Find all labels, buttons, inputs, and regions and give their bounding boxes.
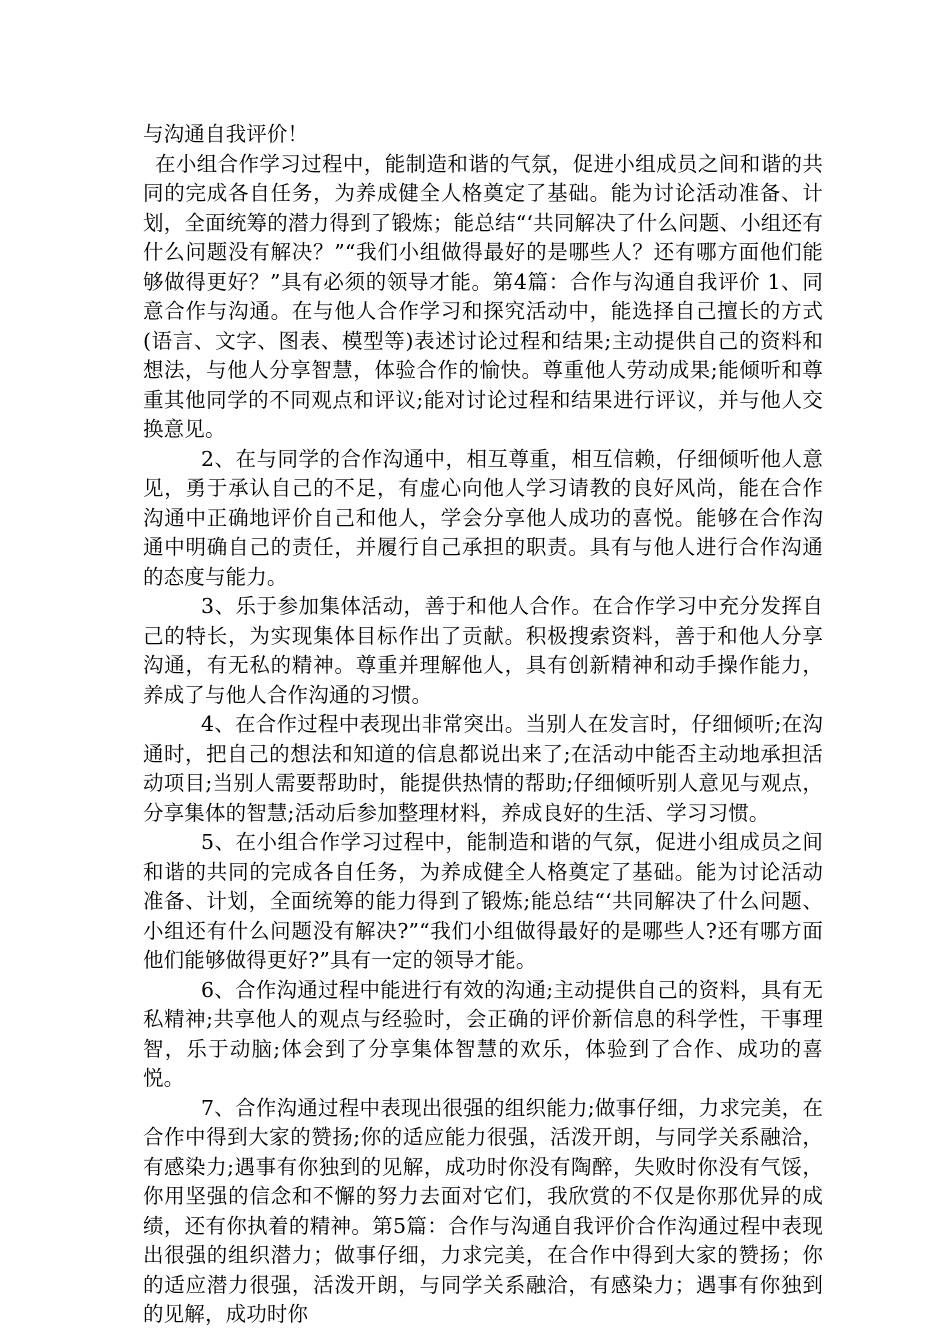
paragraph-1: 在小组合作学习过程中，能制造和谐的气氛，促进小组成员之间和谐的共同的完成各自任务，为养成健全人格奠定了基础。能为讨论活动准备、计划，全面统筹的潜力得到了锻炼；能总结“‘共同解决了什么问题、小组还有什么问题没有解决？”“我们小组做得最好的是哪些人？还有哪方面他们能够做得更好？”具有必须的领导才能。第4篇：合作与沟通自我评价 1、同意合作与沟通。在与他人合作学习和探究活动中，能选择自己擅长的方式(语言、文字、图表、模型等)表述讨论过程和结果;主动提供自己的资料和想法，与他人分享智慧，体验合作的愉快。尊重他人劳动成果;能倾听和尊重其他同学的不同观点和评议;能对讨论过程和结果进行评议，并与他人交换意见。 (143, 151, 823, 441)
paragraph-3: 3、乐于参加集体活动，善于和他人合作。在合作学习中充分发挥自己的特长，为实现集体目标作出了贡献。积极搜索资料，善于和他人分享沟通，有无私的精神。尊重并理解他人，具有创新精神和动手操作能力，养成了与他人合作沟通的习惯。 (143, 594, 823, 707)
paragraph-2: 2、在与同学的合作沟通中，相互尊重，相互信赖，仔细倾听他人意见，勇于承认自己的不足，有虚心向他人学习请教的良好风尚，能在合作沟通中正确地评价自己和他人，学会分享他人成功的喜悦。能够在合作沟通中明确自己的责任，并履行自己承担的职责。具有与他人进行合作沟通的态度与能力。 (143, 446, 823, 589)
paragraph-5: 5、在小组合作学习过程中，能制造和谐的气氛，促进小组成员之间和谐的共同的完成各自任务，为养成健全人格奠定了基础。能为讨论活动准备、计划，全面统筹的能力得到了锻炼;能总结“‘共同解决了什么问题、小组还有什么问题没有解决?”“我们小组做得最好的是哪些人?还有哪方面他们能够做得更好?”具有一定的领导才能。 (143, 830, 823, 972)
paragraph-7: 7、合作沟通过程中表现出很强的组织能力;做事仔细，力求完美，在合作中得到大家的赞扬;你的适应能力很强，活泼开朗，与同学关系融洽，有感染力;遇事有你独到的见解，成功时你没有陶醉，失败时你没有气馁，你用坚强的信念和不懈的努力去面对它们，我欣赏的不仅是你那优异的成绩，还有你执着的精神。第5篇：合作与沟通自我评价合作沟通过程中表现出很强的组织潜力；做事仔细，力求完美，在合作中得到大家的赞扬；你的适应潜力很强，活泼开朗，与同学关系融洽，有感染力；遇事有你独到的见解，成功时你 (143, 1095, 823, 1326)
document-page (143, 120, 823, 1330)
heading-line: 与沟通自我评价！ (143, 122, 309, 146)
paragraph-6: 6、合作沟通过程中能进行有效的沟通;主动提供自己的资料，具有无私精神;共享他人的观点与经验时，会正确的评价新信息的科学性，干事理智，乐于动脑;体会到了分享集体智慧的欢乐，体验到了合作、成功的喜悦。 (143, 977, 823, 1090)
paragraph-4: 4、在合作过程中表现出非常突出。当别人在发言时，仔细倾听;在沟通时，把自己的想法和知道的信息都说出来了;在活动中能否主动地承担活动项目;当别人需要帮助时，能提供热情的帮助;仔细倾听别人意见与观点，分享集体的智慧;活动后参加整理材料，养成良好的生活、学习习惯。 (143, 712, 823, 825)
